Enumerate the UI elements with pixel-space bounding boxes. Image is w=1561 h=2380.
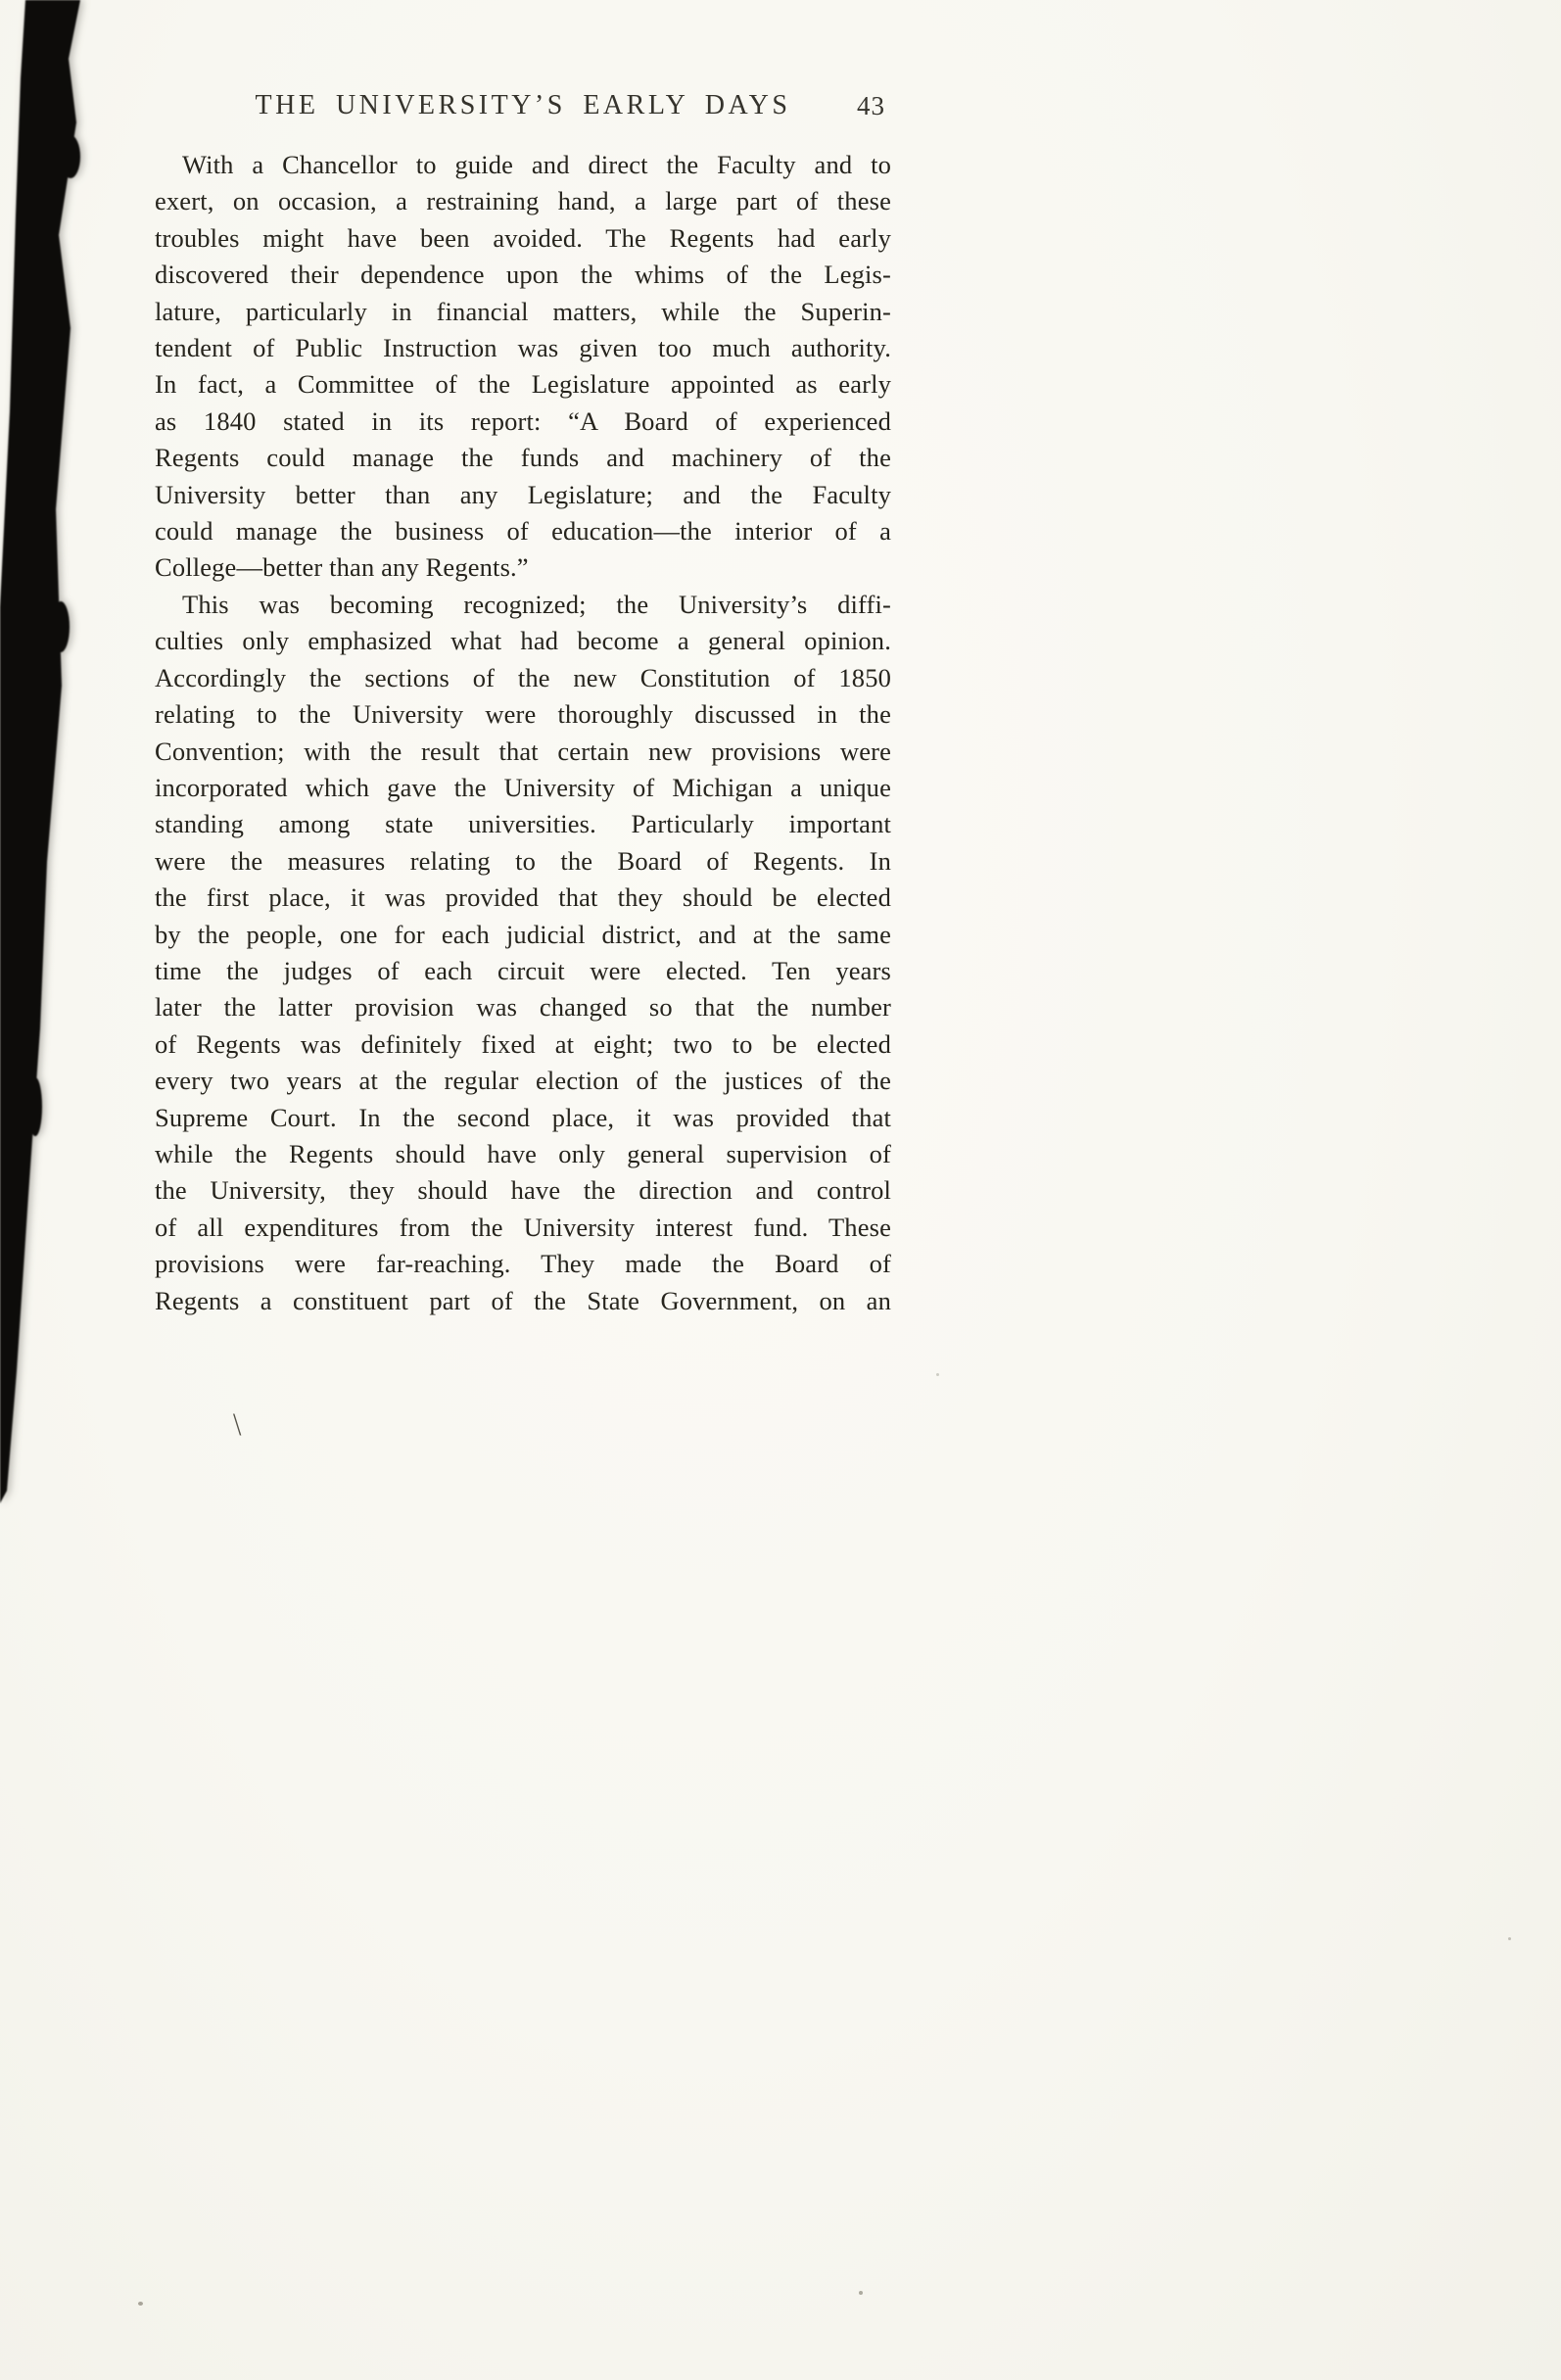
text-line: relating to the University were thoroughly discussed in the (155, 699, 891, 730)
paragraph (155, 147, 891, 587)
text-line: With a Chancellor to guide and direct the Faculty and to (182, 150, 891, 179)
text-line: discovered their dependence upon the whims of the Legis- (155, 260, 891, 290)
text-line: tendent of Public Instruction was given too much authority. (155, 333, 891, 363)
text-line: could manage the business of education—the interior of a (155, 516, 891, 547)
text-line: incorporated which gave the University of Michigan a unique (155, 772, 891, 802)
page-number: 43 (857, 91, 885, 120)
text-line: Regents a constituent part of the State Government, on an (155, 1285, 891, 1315)
scan-speck (1508, 1937, 1511, 1940)
text-line: every two years at the regular election of the justices of the (155, 1066, 891, 1096)
scan-speck (138, 2302, 143, 2306)
text-line: were the measures relating to the Board of Regents. In (155, 845, 891, 876)
stray-pencil-mark: \ (233, 1406, 242, 1443)
text-line: by the people, one for each judicial district, and at the same (155, 919, 891, 949)
text-line: of all expenditures from the University interest fund. These (155, 1212, 891, 1242)
page-title: THE UNIVERSITY’S EARLY DAYS (255, 90, 791, 120)
text-line: the first place, it was provided that they should be elected (155, 882, 891, 913)
text-line: University better than any Legislature; and the Faculty (155, 479, 891, 509)
text-line: culties only emphasized what had become a general opinion. (155, 626, 891, 656)
text-line: lature, particularly in financial matters, while the Superin- (155, 296, 891, 326)
text-line: later the latter provision was changed so that the number (155, 992, 891, 1023)
text-line: In fact, a Committee of the Legislature appointed as early (155, 369, 891, 400)
text-line: as 1840 stated in its report: “A Board of experienced (155, 405, 891, 436)
text-line: Supreme Court. In the second place, it was provided that (155, 1102, 891, 1132)
text-line: while the Regents should have only general supervision of (155, 1138, 891, 1168)
paragraph (155, 587, 891, 1319)
running-header (155, 90, 891, 131)
text-column (155, 90, 891, 1319)
text-line: time the judges of each circuit were elected. Ten years (155, 955, 891, 985)
text-line: College—better than any Regents.” (155, 552, 529, 583)
text-line: troubles might have been avoided. The Regents had early (155, 222, 891, 253)
text-line: This was becoming recognized; the University’s diffi- (182, 589, 891, 619)
body-text (155, 147, 891, 1319)
text-line: Convention; with the result that certain new provisions were (155, 736, 891, 766)
scan-speck (936, 1373, 939, 1376)
text-line: provisions were far-reaching. They made the Board of (155, 1249, 891, 1279)
text-line: Accordingly the sections of the new Constitution of 1850 (155, 662, 891, 692)
text-line: Regents could manage the funds and machinery of the (155, 443, 891, 473)
scan-binding-artifact (0, 0, 127, 1528)
text-line: of Regents was definitely fixed at eight; two to be elected (155, 1028, 891, 1059)
text-line: the University, they should have the direction and control (155, 1175, 891, 1206)
text-line: exert, on occasion, a restraining hand, a large part of these (155, 186, 891, 216)
scan-speck (859, 2291, 863, 2295)
text-line: standing among state universities. Particularly important (155, 809, 891, 839)
